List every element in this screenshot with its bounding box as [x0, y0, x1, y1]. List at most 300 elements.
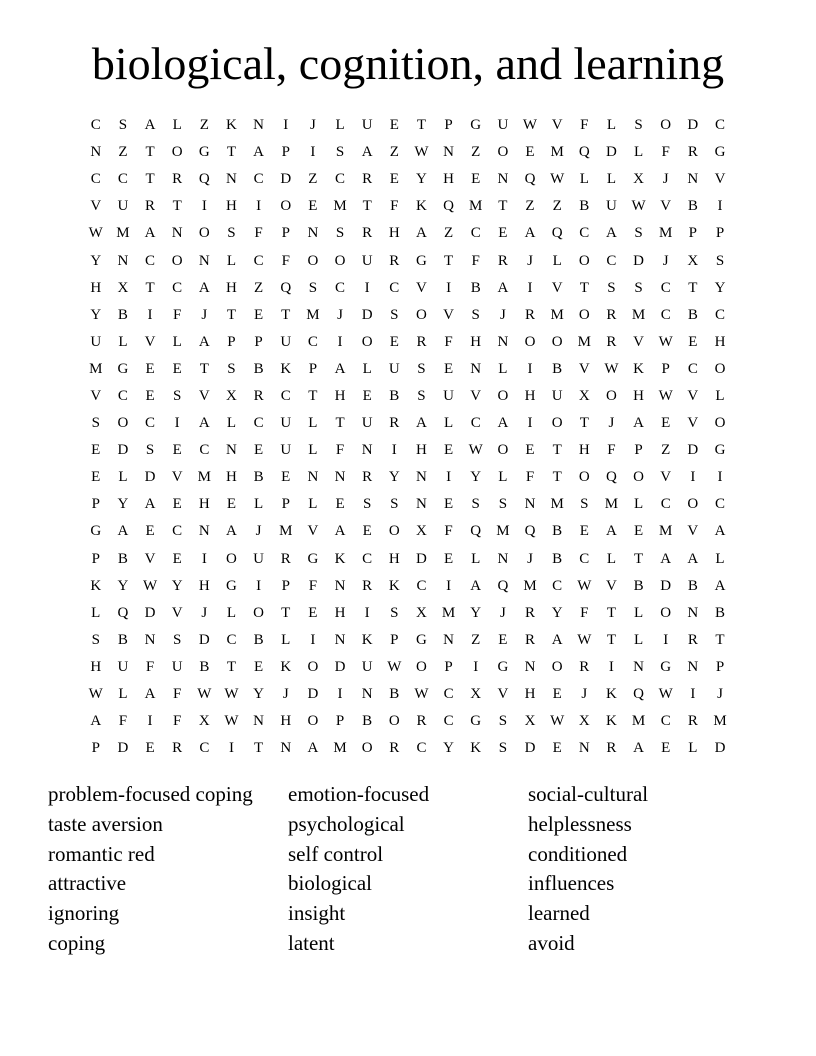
grid-row [82, 112, 816, 139]
grid-letter: E [444, 496, 454, 513]
grid-letter: M [496, 523, 510, 540]
grid-letter: W [88, 686, 103, 703]
grid-letter: X [416, 523, 427, 540]
grid-letter: I [527, 415, 533, 432]
grid-letter: A [144, 117, 156, 134]
grid-letter: T [226, 144, 237, 161]
grid-letter: V [660, 198, 672, 215]
grid-letter: O [687, 496, 699, 513]
grid-letter: H [633, 387, 644, 404]
grid-letter: C [579, 225, 590, 242]
grid-letter: C [714, 117, 725, 134]
grid-letter: V [171, 604, 183, 621]
grid-row [82, 302, 816, 329]
grid-letter: L [633, 144, 644, 161]
grid-letter: D [307, 686, 319, 703]
grid-letter: R [172, 171, 183, 188]
grid-letter: D [416, 550, 427, 567]
grid-letter: C [389, 279, 400, 296]
grid-letter: L [335, 117, 345, 134]
grid-letter: B [633, 577, 644, 594]
grid-letter: I [310, 144, 316, 161]
grid-letter: T [633, 550, 644, 567]
grid-letter: I [337, 686, 343, 703]
grid-letter: P [661, 360, 670, 377]
grid-letter: U [280, 442, 292, 459]
grid-letter: S [498, 713, 508, 730]
grid-letter: O [226, 550, 237, 567]
grid-letter: Y [171, 577, 183, 594]
grid-letter: L [308, 496, 318, 513]
grid-letter: V [416, 279, 427, 296]
grid-letter: C [253, 415, 264, 432]
grid-letter: C [416, 577, 427, 594]
grid-letter: B [389, 387, 400, 404]
grid-row [82, 220, 816, 247]
grid-letter: N [361, 686, 373, 703]
grid-letter: C [714, 306, 725, 323]
grid-letter: V [198, 387, 210, 404]
grid-letter: K [470, 740, 482, 757]
grid-letter: L [552, 252, 562, 269]
grid-letter: Q [280, 279, 292, 296]
grid-letter: S [498, 496, 508, 513]
grid-letter: H [226, 198, 237, 215]
grid-letter: Q [606, 469, 617, 486]
grid-letter: C [714, 496, 725, 513]
grid-letter: O [117, 415, 129, 432]
grid-letter: S [390, 496, 399, 513]
grid-letter: R [497, 252, 508, 269]
grid-letter: J [581, 686, 588, 703]
grid-letter: T [579, 279, 589, 296]
grid-letter: R [145, 198, 156, 215]
grid-letter: V [660, 469, 672, 486]
grid-letter: S [227, 360, 236, 377]
grid-letter: A [606, 523, 617, 540]
grid-letter: N [253, 117, 265, 134]
word-list-item: problem-focused coping [48, 782, 253, 806]
grid-letter: W [577, 577, 592, 594]
grid-letter: E [498, 225, 508, 242]
grid-letter: P [281, 577, 290, 594]
grid-letter: P [227, 333, 236, 350]
grid-letter: V [606, 577, 617, 594]
grid-letter: O [171, 252, 183, 269]
grid-letter: C [199, 740, 210, 757]
grid-letter: O [497, 442, 509, 459]
grid-letter: N [524, 658, 536, 675]
grid-letter: O [416, 658, 427, 675]
grid-letter: O [334, 252, 346, 269]
grid-letter: R [687, 713, 698, 730]
grid-letter: K [606, 713, 617, 730]
grid-letter: H [90, 658, 102, 675]
grid-letter: R [253, 387, 264, 404]
grid-letter: U [361, 117, 373, 134]
grid-letter: L [498, 469, 508, 486]
grid-letter: M [89, 360, 103, 377]
grid-letter: Y [443, 740, 454, 757]
grid-letter: Z [471, 144, 481, 161]
grid-letter: F [580, 117, 589, 134]
grid-letter: F [444, 523, 453, 540]
grid-letter: D [687, 117, 699, 134]
grid-letter: N [443, 144, 454, 161]
grid-letter: F [254, 225, 263, 242]
grid-letter: H [524, 686, 536, 703]
grid-letter: R [389, 740, 400, 757]
grid-letter: C [660, 279, 671, 296]
grid-letter: E [145, 387, 155, 404]
grid-letter: V [90, 387, 102, 404]
grid-letter: X [524, 713, 536, 730]
grid-letter: K [633, 360, 644, 377]
grid-letter: I [364, 279, 370, 296]
grid-letter: E [389, 333, 399, 350]
grid-letter: O [578, 469, 590, 486]
grid-letter: V [551, 279, 563, 296]
grid-letter: A [90, 713, 102, 730]
grid-letter: L [118, 686, 128, 703]
grid-letter: W [550, 713, 565, 730]
grid-letter: P [91, 740, 100, 757]
grid-letter: S [173, 387, 182, 404]
grid-letter: D [144, 604, 156, 621]
grid-letter: L [226, 604, 237, 621]
grid-row [82, 166, 816, 193]
grid-letter: C [226, 631, 237, 648]
grid-letter: I [391, 442, 397, 459]
grid-letter: D [361, 306, 373, 323]
grid-letter: D [334, 658, 346, 675]
grid-letter: O [714, 415, 726, 432]
grid-letter: J [662, 171, 669, 188]
grid-letter: L [471, 550, 481, 567]
grid-letter: Q [470, 523, 482, 540]
grid-letter: T [552, 469, 562, 486]
grid-letter: H [226, 469, 237, 486]
grid-letter: I [201, 198, 207, 215]
grid-letter: D [144, 469, 156, 486]
grid-letter: N [416, 469, 427, 486]
grid-letter: B [552, 360, 563, 377]
grid-letter: E [145, 740, 155, 757]
grid-letter: E [525, 144, 535, 161]
grid-letter: W [414, 686, 429, 703]
grid-letter: T [172, 198, 182, 215]
grid-letter: J [282, 686, 289, 703]
grid-letter: W [577, 631, 592, 648]
grid-letter: D [198, 631, 210, 648]
grid-letter: G [497, 658, 509, 675]
grid-letter: W [658, 387, 673, 404]
grid-letter: R [280, 550, 291, 567]
grid-letter: P [688, 225, 698, 242]
word-list-item: taste aversion [48, 811, 163, 836]
grid-letter: C [335, 279, 346, 296]
grid-letter: L [226, 252, 237, 269]
grid-letter: E [91, 442, 101, 459]
grid-row [82, 518, 816, 545]
grid-letter: B [687, 306, 698, 323]
grid-row [82, 708, 816, 735]
grid-letter: C [687, 360, 698, 377]
grid-letter: F [607, 442, 616, 459]
grid-letter: E [362, 387, 372, 404]
grid-letter: Q [497, 577, 509, 594]
grid-letter: I [337, 333, 343, 350]
grid-letter: Q [551, 225, 563, 242]
grid-letter: J [201, 306, 208, 323]
grid-letter: Q [117, 604, 129, 621]
grid-letter: F [145, 658, 155, 675]
grid-letter: H [198, 496, 210, 513]
grid-letter: B [714, 604, 725, 621]
grid-letter: C [660, 496, 671, 513]
grid-letter: K [606, 686, 617, 703]
grid-letter: J [255, 523, 262, 540]
grid-letter: O [578, 306, 590, 323]
grid-letter: Q [578, 144, 590, 161]
grid-letter: J [608, 415, 615, 432]
grid-letter: M [333, 198, 347, 215]
grid-letter: F [281, 252, 290, 269]
grid-letter: X [226, 387, 237, 404]
grid-letter: X [470, 686, 482, 703]
grid-letter: R [172, 740, 183, 757]
grid-letter: A [633, 740, 644, 757]
grid-letter: P [281, 496, 290, 513]
grid-letter: L [633, 604, 644, 621]
word-list-item: conditioned [528, 841, 628, 866]
grid-letter: U [361, 415, 373, 432]
grid-letter: U [117, 198, 129, 215]
grid-letter: N [226, 442, 237, 459]
grid-letter: S [173, 631, 182, 648]
grid-letter: L [579, 171, 589, 188]
word-list-item: insight [288, 901, 346, 926]
grid-row [82, 735, 816, 762]
grid-letter: Q [524, 171, 536, 188]
grid-letter: N [307, 225, 319, 242]
grid-letter: T [199, 360, 209, 377]
grid-letter: B [687, 577, 698, 594]
grid-letter: E [471, 171, 481, 188]
grid-letter: C [660, 713, 671, 730]
grid-letter: O [388, 523, 400, 540]
grid-letter: I [364, 604, 370, 621]
grid-row [82, 654, 816, 681]
grid-letter: C [172, 279, 183, 296]
grid-letter: I [174, 415, 180, 432]
grid-letter: J [717, 686, 723, 703]
grid-letter: Y [416, 171, 427, 188]
grid-letter: V [497, 686, 509, 703]
grid-letter: G [470, 713, 482, 730]
grid-letter: N [497, 550, 509, 567]
grid-letter: J [337, 306, 343, 323]
grid-letter: W [658, 333, 673, 350]
grid-letter: A [144, 225, 156, 242]
grid-letter: O [307, 252, 319, 269]
grid-letter: V [578, 360, 590, 377]
grid-letter: R [362, 225, 373, 242]
grid-letter: M [550, 144, 564, 161]
grid-letter: E [172, 496, 182, 513]
grid-letter: K [416, 198, 427, 215]
grid-letter: D [660, 577, 672, 594]
grid-letter: N [361, 442, 373, 459]
grid-letter: F [525, 469, 535, 486]
grid-letter: R [362, 577, 373, 594]
grid-letter: C [90, 171, 101, 188]
grid-letter: U [253, 550, 265, 567]
grid-letter: K [361, 631, 373, 648]
grid-letter: P [390, 631, 399, 648]
grid-letter: R [416, 713, 427, 730]
word-list-item: psychological [288, 811, 405, 836]
grid-letter: S [118, 117, 128, 134]
grid-letter: H [334, 387, 346, 404]
grid-letter: T [606, 631, 617, 648]
grid-letter: T [145, 279, 155, 296]
grid-letter: O [633, 469, 644, 486]
grid-row [82, 275, 816, 302]
grid-letter: T [552, 442, 562, 459]
grid-letter: C [443, 686, 454, 703]
grid-letter: X [416, 604, 427, 621]
grid-letter: J [499, 306, 506, 323]
grid-letter: V [144, 550, 156, 567]
grid-letter: X [578, 713, 590, 730]
grid-letter: N [443, 631, 454, 648]
grid-letter: G [90, 523, 102, 540]
grid-letter: O [307, 658, 319, 675]
grid-letter: A [497, 279, 509, 296]
grid-letter: N [334, 631, 346, 648]
grid-letter: Y [117, 577, 129, 594]
grid-letter: O [551, 415, 563, 432]
grid-letter: I [663, 631, 669, 648]
grid-row [82, 383, 816, 410]
grid-letter: S [607, 279, 616, 296]
grid-letter: A [361, 144, 373, 161]
grid-letter: L [715, 387, 725, 404]
word-list-item: avoid [528, 930, 575, 955]
grid-letter: H [416, 442, 427, 459]
grid-letter: S [308, 279, 318, 296]
grid-letter: M [306, 306, 320, 323]
grid-letter: L [606, 550, 617, 567]
grid-letter: R [362, 469, 373, 486]
grid-letter: J [201, 604, 208, 621]
grid-letter: C [416, 740, 427, 757]
grid-letter: J [527, 550, 533, 567]
grid-letter: E [498, 631, 508, 648]
grid-letter: A [416, 415, 427, 432]
grid-letter: A [551, 631, 563, 648]
grid-row [82, 193, 816, 220]
grid-letter: A [198, 333, 210, 350]
grid-letter: G [117, 360, 129, 377]
grid-letter: N [687, 604, 699, 621]
grid-letter: G [714, 144, 726, 161]
grid-letter: J [662, 252, 669, 269]
grid-letter: K [334, 550, 346, 567]
grid-letter: T [606, 604, 617, 621]
grid-letter: M [279, 523, 293, 540]
grid-letter: U [443, 387, 454, 404]
grid-letter: D [524, 740, 536, 757]
grid-letter: R [687, 144, 698, 161]
grid-letter: S [390, 604, 399, 621]
grid-letter: P [281, 225, 290, 242]
grid-letter: E [444, 442, 454, 459]
grid-letter: H [226, 279, 237, 296]
grid-letter: N [226, 171, 237, 188]
grid-letter: G [714, 442, 726, 459]
grid-letter: E [145, 360, 155, 377]
grid-letter: O [578, 252, 590, 269]
grid-letter: L [226, 415, 237, 432]
grid-letter: G [226, 577, 237, 594]
grid-letter: B [199, 658, 210, 675]
grid-letter: G [416, 631, 427, 648]
grid-letter: E [444, 550, 454, 567]
grid-letter: I [446, 577, 452, 594]
grid-letter: Z [389, 144, 399, 161]
grid-letter: R [525, 306, 536, 323]
grid-letter: U [361, 658, 373, 675]
grid-letter: R [606, 306, 617, 323]
grid-letter: C [307, 333, 318, 350]
grid-letter: O [307, 713, 319, 730]
grid-letter: E [688, 333, 698, 350]
grid-letter: N [416, 496, 427, 513]
grid-letter: R [606, 333, 617, 350]
word-list-item: attractive [48, 871, 127, 896]
grid-letter: E [226, 496, 237, 513]
grid-letter: M [523, 577, 537, 594]
grid-letter: M [631, 306, 646, 323]
grid-letter: E [254, 306, 264, 323]
grid-letter: Y [90, 252, 102, 269]
grid-letter: Y [253, 686, 265, 703]
grid-letter: P [715, 658, 725, 675]
grid-letter: S [335, 225, 345, 242]
grid-letter: T [416, 117, 427, 134]
grid-letter: A [470, 577, 482, 594]
grid-letter: H [470, 333, 482, 350]
grid-letter: F [390, 198, 399, 215]
grid-letter: S [91, 415, 100, 432]
grid-letter: P [444, 117, 453, 134]
grid-letter: I [256, 577, 262, 594]
grid-letter: E [661, 740, 671, 757]
grid-letter: L [633, 631, 644, 648]
grid-letter: N [578, 740, 590, 757]
grid-letter: E [254, 658, 264, 675]
grid-letter: P [444, 658, 453, 675]
grid-letter: V [633, 333, 644, 350]
grid-letter: H [388, 225, 400, 242]
grid-letter: I [446, 469, 452, 486]
grid-letter: Z [444, 225, 454, 242]
grid-letter: A [687, 550, 699, 567]
grid-letter: L [633, 496, 644, 513]
grid-row [82, 139, 816, 166]
